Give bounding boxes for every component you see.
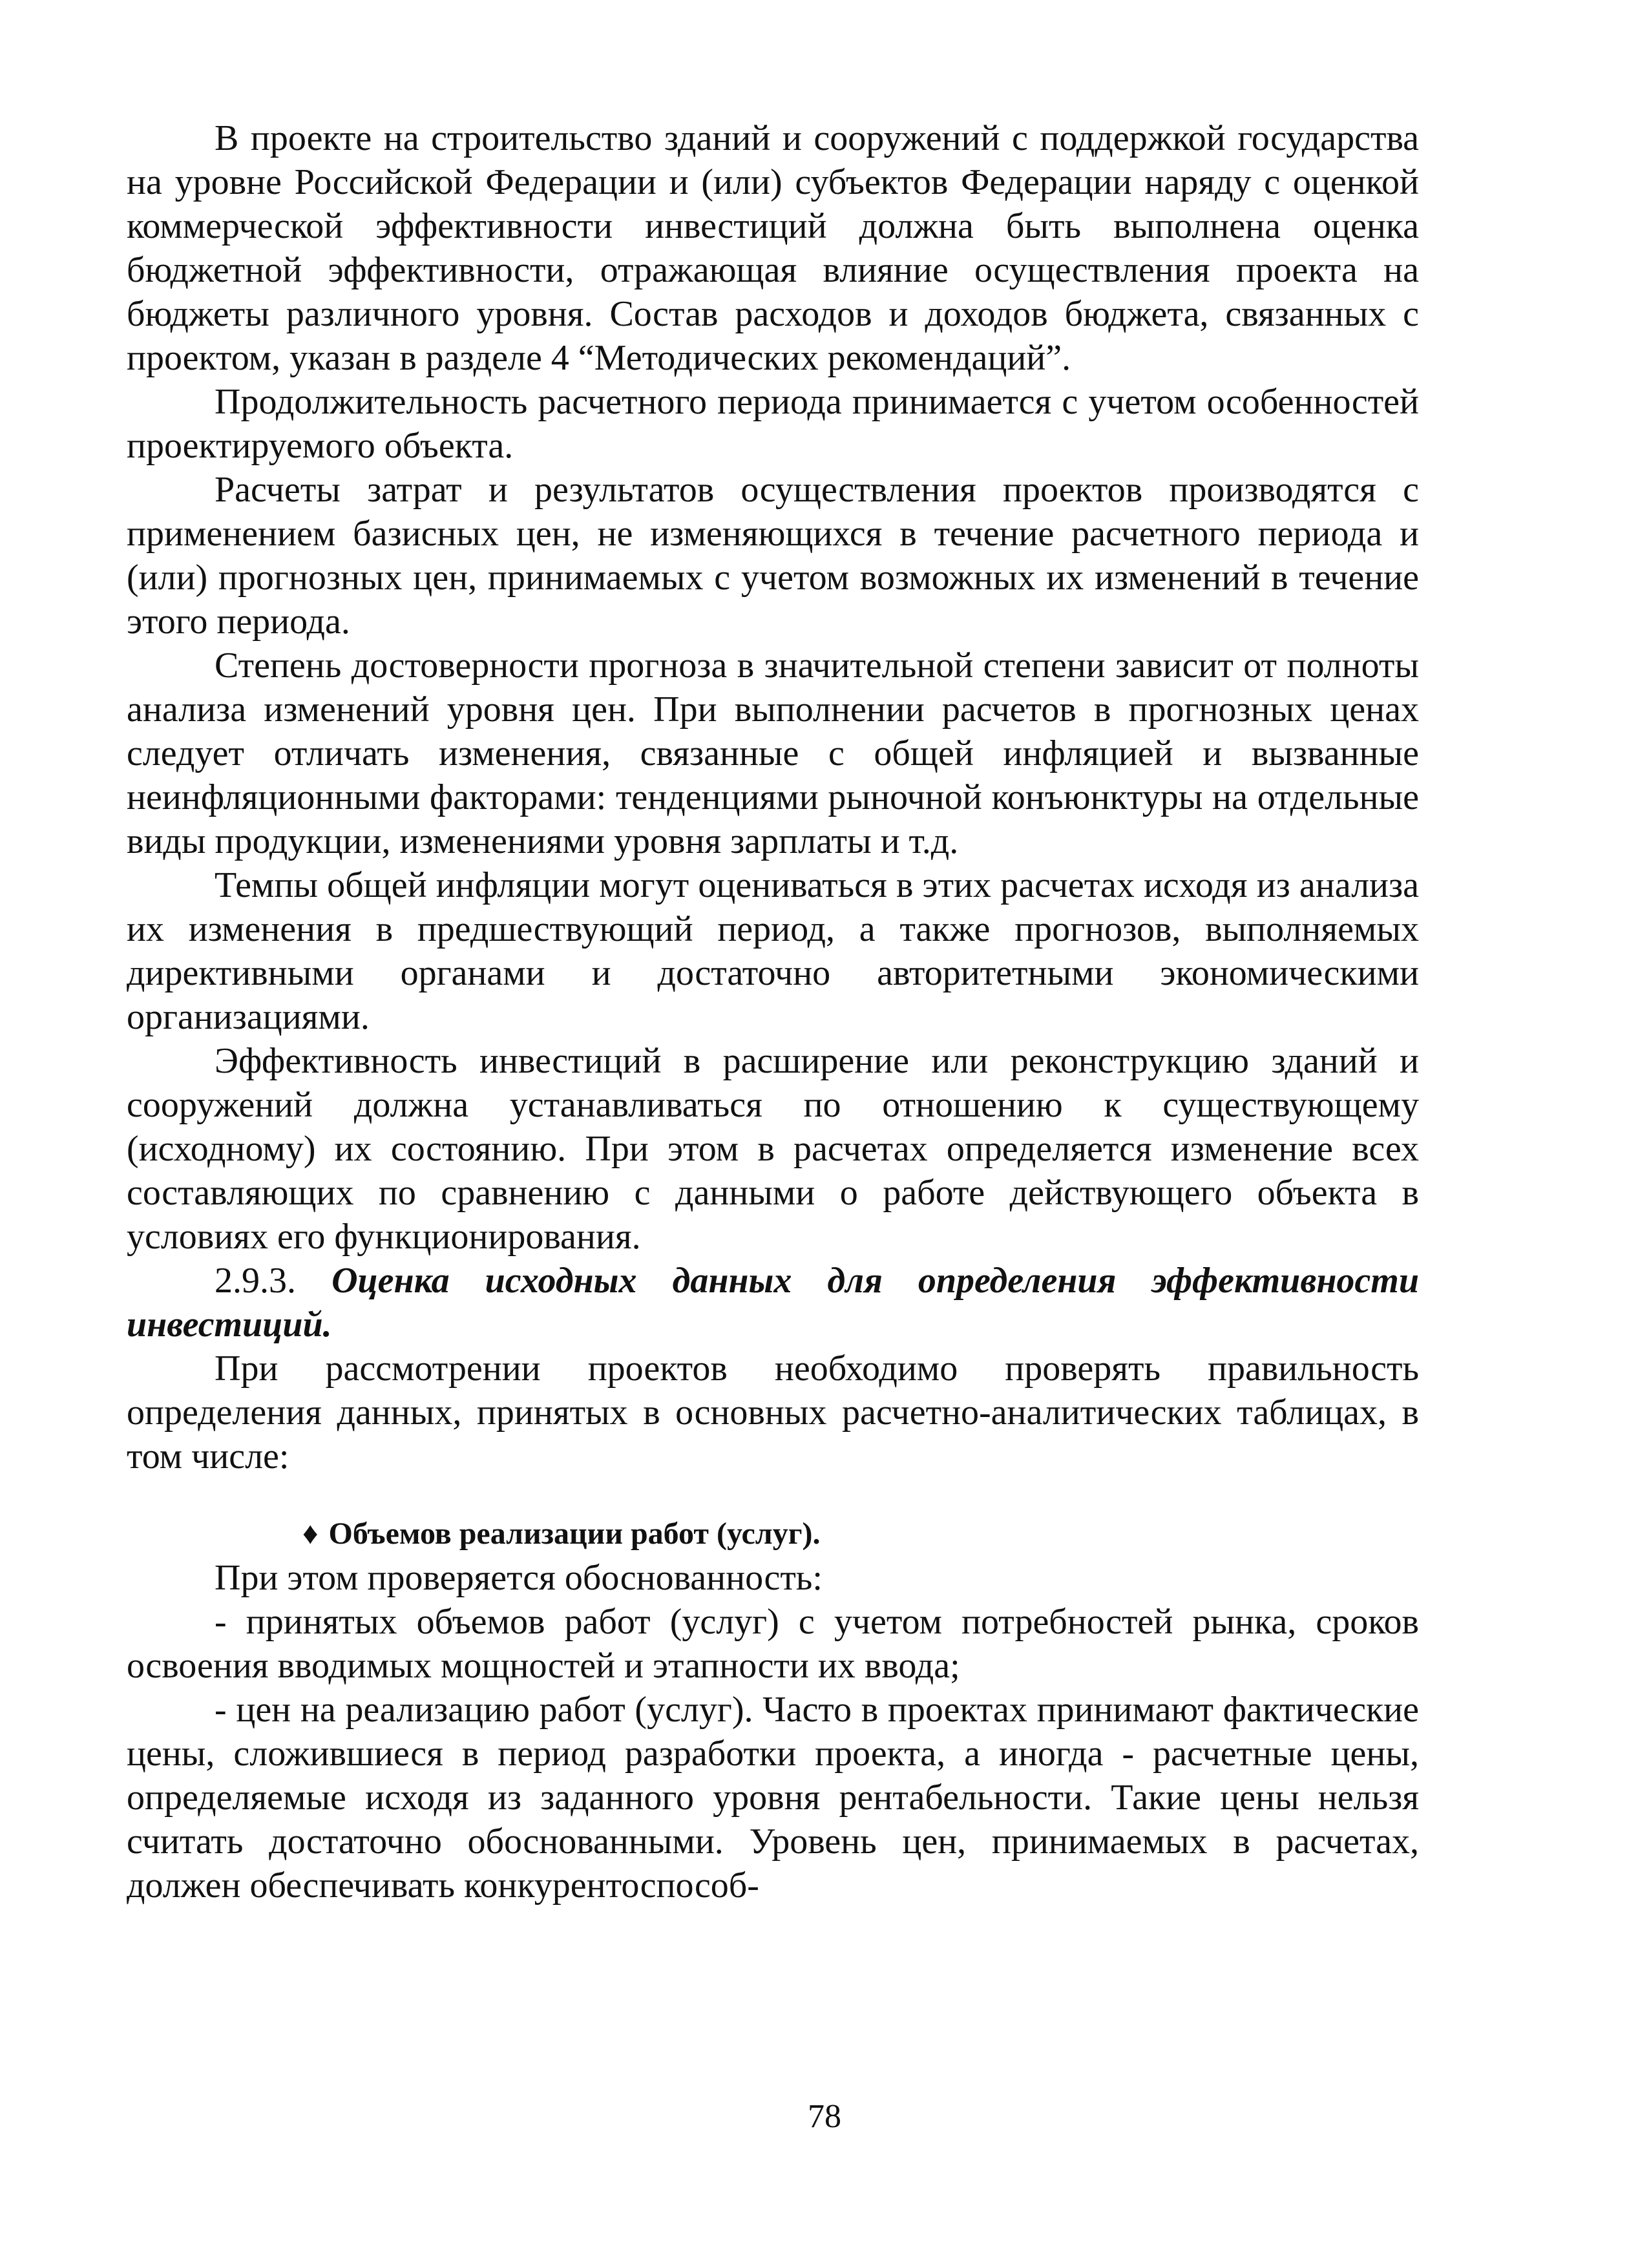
page-body bbox=[127, 116, 1419, 1907]
paragraph-reconstruction-efficiency: Эффективность инвестиций в расширение или реконструкцию зданий и сооружений должна устанавливаться по отношению к существующему (исходному) их состоянию. При этом в расчетах определяется изменение всех составляющих по сравнению с данными о работе действующего объекта в условиях его функционирования. bbox=[127, 1041, 1419, 1257]
diamond-bullet-icon: ♦ bbox=[302, 1517, 319, 1551]
paragraph-intro: При рассмотрении проектов необходимо проверять правильность определения данных, принятых в основных расчетно-аналитических таблицах, в том числе: bbox=[127, 1349, 1419, 1476]
paragraph-prices: Расчеты затрат и результатов осуществления проектов производятся с применением базисных цен, не изменяющихся в течение расчетного периода и (или) прогнозных цен, принимаемых с учетом возможных их изменений в течение этого периода. bbox=[127, 470, 1419, 642]
section-title: Оценка исходных данных для определения эффективности инвестиций. bbox=[127, 1261, 1419, 1345]
paragraph-calculation-period: Продолжительность расчетного периода принимается с учетом особенностей проектируемого объекта. bbox=[127, 382, 1419, 466]
paragraph-inflation-rates: Темпы общей инфляции могут оцениваться в этих расчетах исходя из анализа их изменения в предшествующий период, а также прогнозов, выполняемых директивными органами и достаточно авторитетными экономическими организациями. bbox=[127, 865, 1419, 1037]
paragraph-forecast-reliability: Степень достоверности прогноза в значительной степени зависит от полноты анализа изменений уровня цен. При выполнении расчетов в прогнозных ценах следует отличать изменения, связанные с общей инфляцией и вызванные неинфляционными факторами: тенденциями рыночной конъюнктуры на отдельные виды продукции, изменениями уровня зарплаты и т.д. bbox=[127, 646, 1419, 861]
paragraph-volumes: - принятых объемов работ (услуг) с учетом потребностей рынка, сроков освоения вводимых мощностей и этапности их ввода; bbox=[127, 1602, 1419, 1686]
section-heading bbox=[127, 1259, 1419, 1347]
section-number: 2.9.3. bbox=[215, 1261, 296, 1301]
bullet-text: Объемов реализации работ (услуг). bbox=[328, 1517, 821, 1551]
paragraph-budget-efficiency: В проекте на строительство зданий и сооружений с поддержкой государства на уровне Российской Федерации и (или) субъектов Федерации наряду с оценкой коммерческой эффективности инвестиций должна быть выполнена оценка бюджетной эффективности, отражающая влияние осуществления проекта на бюджеты различного уровня. Состав расходов и доходов бюджета, связанных с проектом, указан в разделе 4 “Методических рекомендаций”. bbox=[127, 118, 1419, 378]
paragraph-checked: При этом проверяется обоснованность: bbox=[215, 1558, 823, 1598]
paragraph-sale-prices: - цен на реализацию работ (услуг). Часто в проектах принимают фактические цены, сложившиеся в период разработки проекта, а иногда - расчетные цены, определяемые исходя из заданного уровня рентабельности. Такие цены нельзя считать достаточно обоснованными. Уровень цен, принимаемых в расчетах, должен обеспечивать конкурентоспособ- bbox=[127, 1690, 1419, 1906]
page-number: 78 bbox=[808, 2098, 841, 2135]
bullet-item bbox=[127, 1512, 1419, 1556]
